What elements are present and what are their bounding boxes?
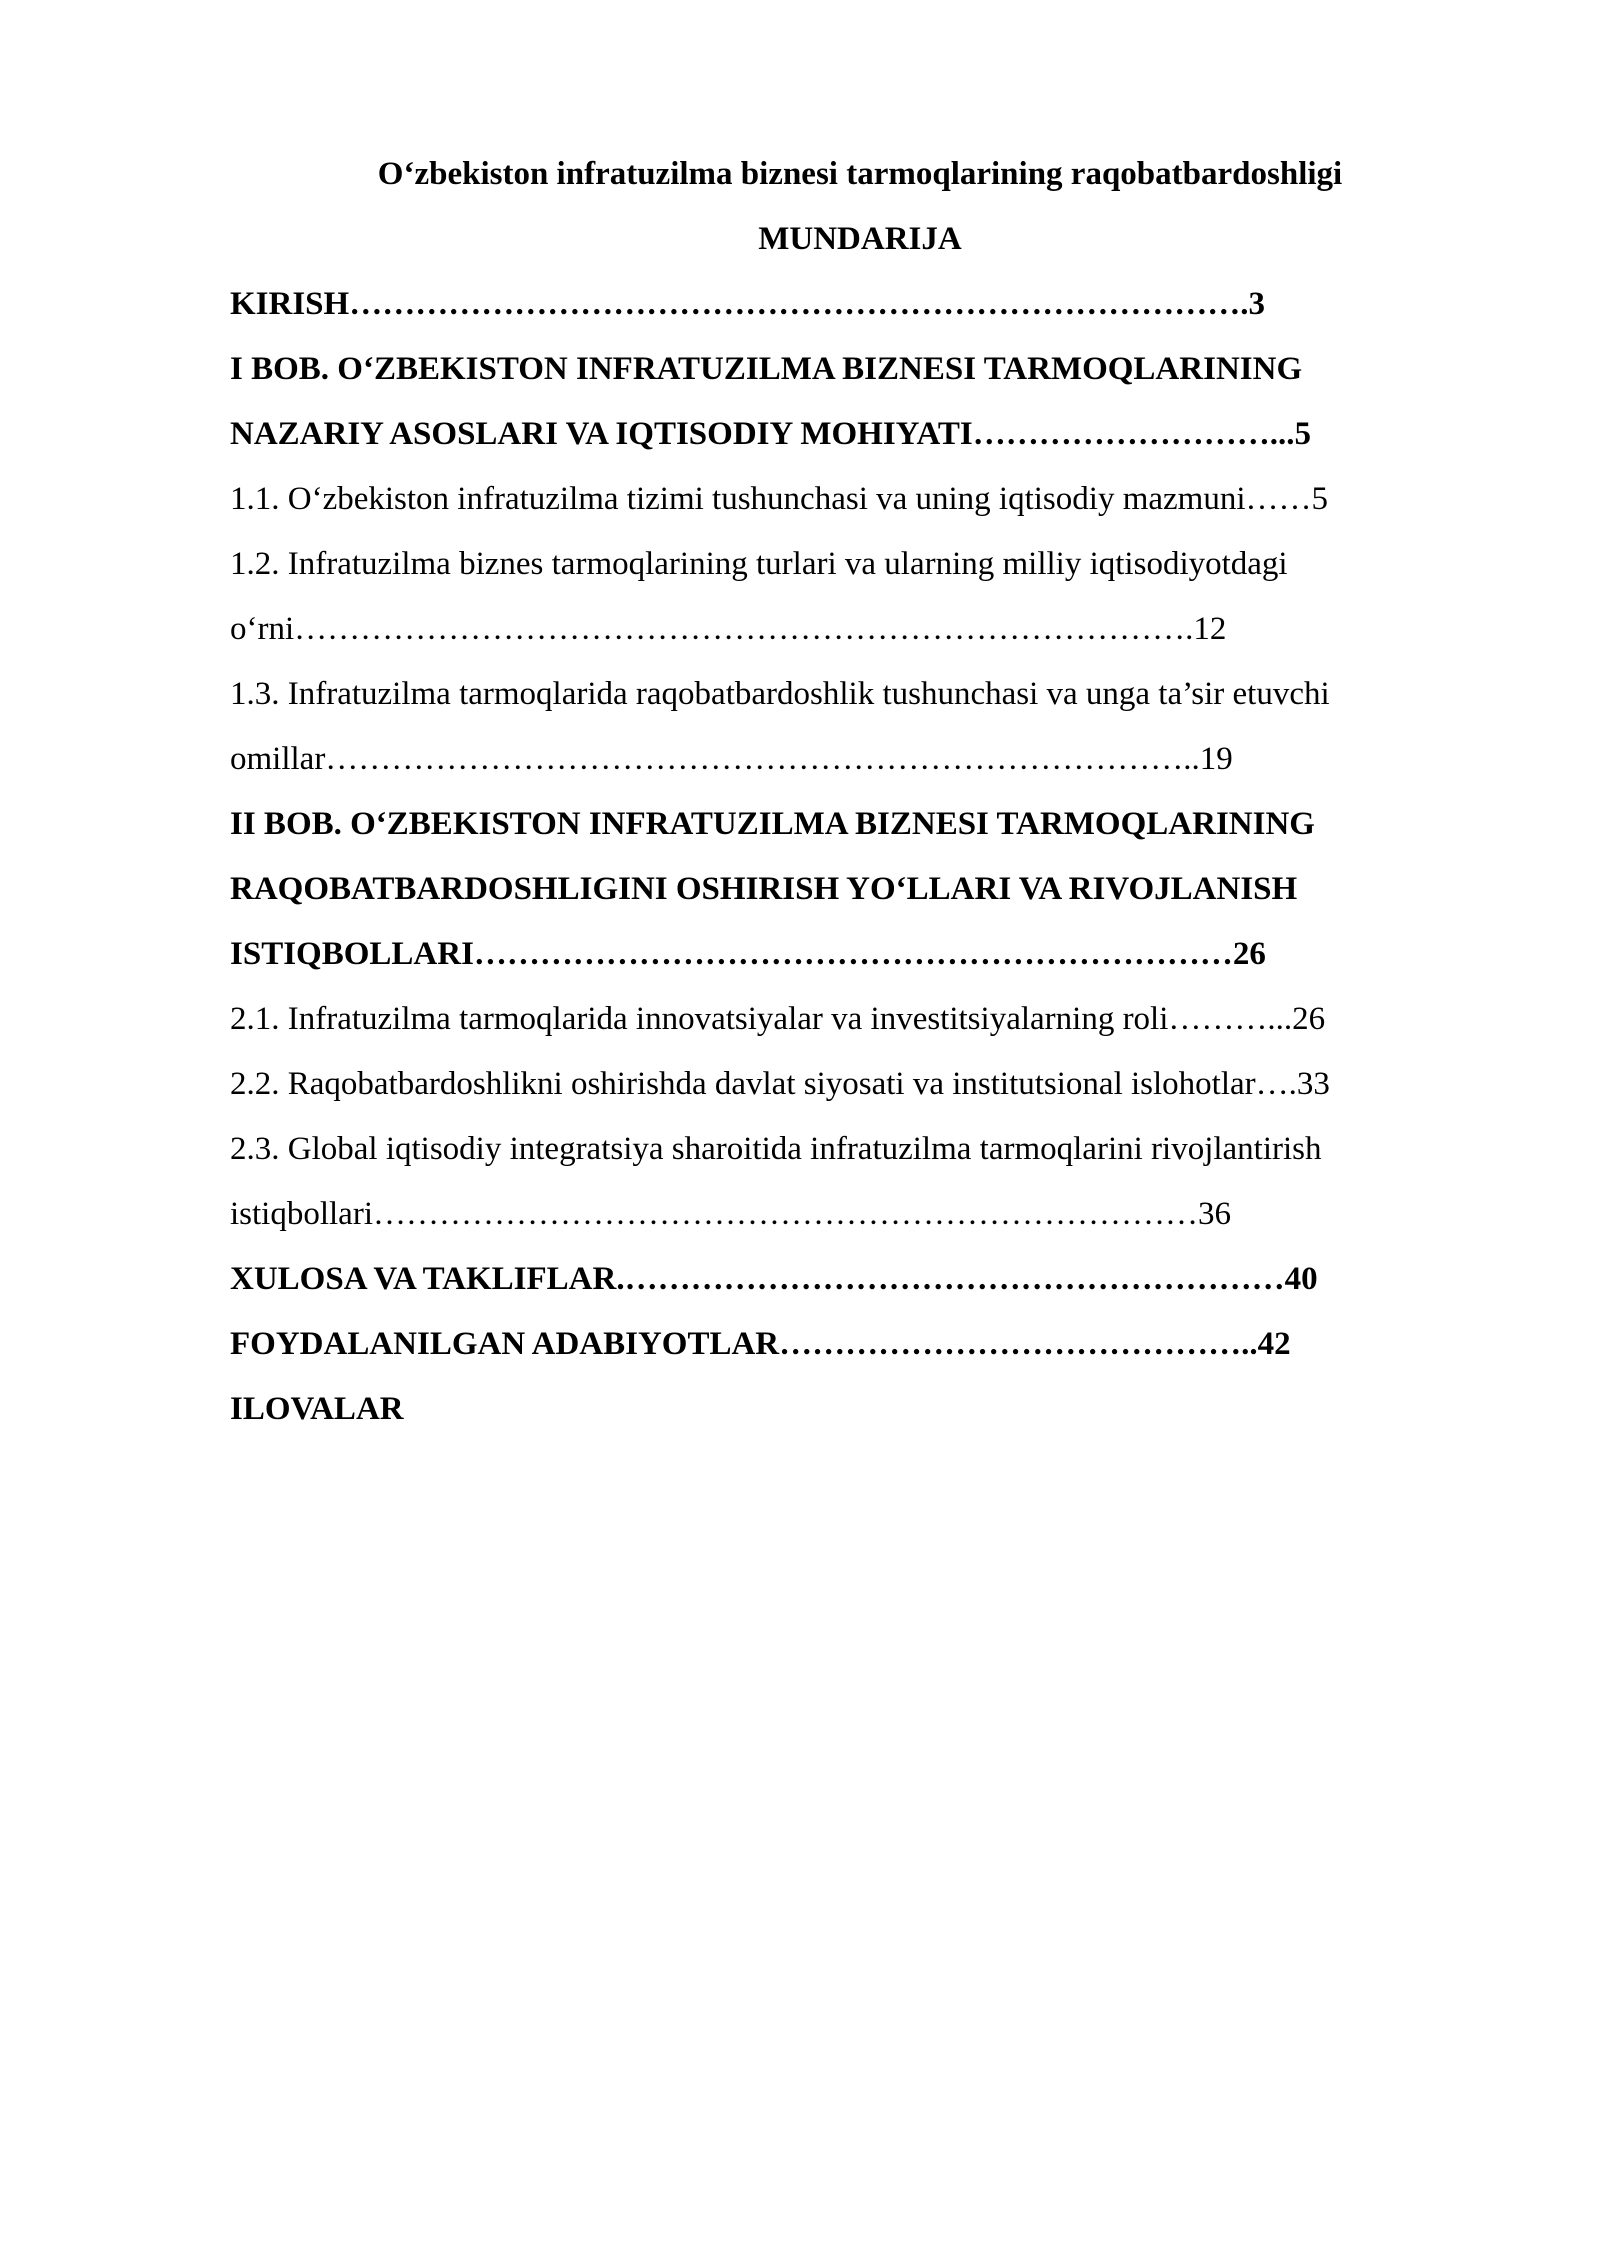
toc-line: ISTIQBOLLARI……………………………………………………………26 [230, 936, 1266, 972]
toc-line: XULOSA VA TAKLIFLAR.……………………………………………………40 [230, 1261, 1318, 1297]
document-title: O‘zbekiston infratuzilma biznesi tarmoqlarining raqobatbardoshligi [377, 156, 1343, 192]
toc-line: II BOB. O‘ZBEKISTON INFRATUZILMA BIZNESI TARMOQLARINING [230, 806, 1315, 842]
toc-line: 2.2. Raqobatbardoshlikni oshirishda davlat siyosati va institutsional islohotlar….33 [230, 1066, 1330, 1102]
toc-line: 1.1. O‘zbekiston infratuzilma tizimi tushunchasi va uning iqtisodiy mazmuni……5 [230, 481, 1328, 517]
toc-line: FOYDALANILGAN ADABIYOTLAR……………………………………..42 [230, 1326, 1291, 1362]
toc-line: istiqbollari…………………………………………………………………36 [230, 1196, 1231, 1232]
document-content [230, 142, 1490, 1442]
toc-line: ILOVALAR [230, 1391, 404, 1427]
toc-line: I BOB. O‘ZBEKISTON INFRATUZILMA BIZNESI TARMOQLARINING [230, 351, 1303, 387]
toc-line: 1.2. Infratuzilma biznes tarmoqlarining turlari va ularning milliy iqtisodiyotdagi [230, 546, 1288, 582]
toc-line: RAQOBATBARDOSHLIGINI OSHIRISH YO‘LLARI VA RIVOJLANISH [230, 871, 1298, 907]
table-of-contents [230, 272, 1490, 1442]
toc-line: KIRISH……………………………………………………………………….3 [230, 286, 1265, 322]
toc-line: NAZARIY ASOSLARI VA IQTISODIY MOHIYATI………………………...5 [230, 416, 1311, 452]
toc-line: omillar……………………………………………………………………..19 [230, 741, 1233, 777]
toc-heading: MUNDARIJA [758, 221, 962, 257]
toc-line: 1.3. Infratuzilma tarmoqlarida raqobatbardoshlik tushunchasi va unga ta’sir etuvchi [230, 676, 1330, 712]
toc-line: 2.3. Global iqtisodiy integratsiya sharoitida infratuzilma tarmoqlarini rivojlantirish [230, 1131, 1322, 1167]
toc-line: 2.1. Infratuzilma tarmoqlarida innovatsiyalar va investitsiyalarning roli………...26 [230, 1001, 1326, 1037]
toc-line: o‘rni……………………………………………………………………….12 [230, 611, 1227, 647]
